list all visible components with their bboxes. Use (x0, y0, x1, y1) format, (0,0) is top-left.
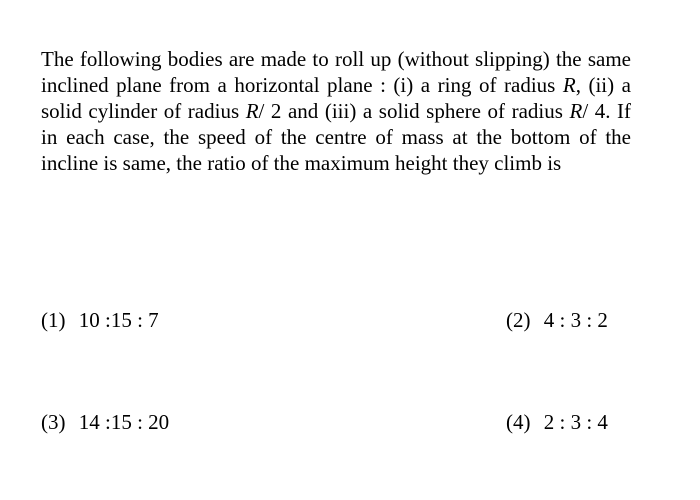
option-1-number: (1) (41, 308, 66, 332)
option-2-text: 4 : 3 : 2 (543, 308, 608, 332)
option-2-number: (2) (506, 308, 531, 332)
question-text (41, 46, 631, 176)
option-4-number: (4) (506, 410, 531, 434)
option-2[interactable] (506, 307, 608, 333)
radius-symbol-ring: R (562, 73, 576, 97)
radius-symbol-cylinder: R (245, 99, 259, 123)
radius-symbol-sphere: R (569, 99, 583, 123)
question-text-part3: / 2 and (iii) a solid sphere of radius (258, 99, 570, 123)
option-1[interactable] (41, 307, 159, 333)
option-1-text: 10 :15 : 7 (78, 308, 159, 332)
question-text-part2: , (ii) a solid cylinder of radius (41, 73, 631, 123)
question-text-part4: / 4. If in each case, the speed of the centre of mass at the bottom of the incline is same, the ratio of the maximum height they climb is (41, 99, 631, 175)
option-4[interactable] (506, 409, 608, 435)
question-text-part1: The following bodies are made to roll up (without slipping) the same inclined plane from a horizontal plane : (i) a ring of radius (41, 47, 631, 97)
option-3[interactable] (41, 409, 169, 435)
option-3-number: (3) (41, 410, 66, 434)
option-3-text: 14 :15 : 20 (78, 410, 170, 434)
option-4-text: 2 : 3 : 4 (543, 410, 608, 434)
